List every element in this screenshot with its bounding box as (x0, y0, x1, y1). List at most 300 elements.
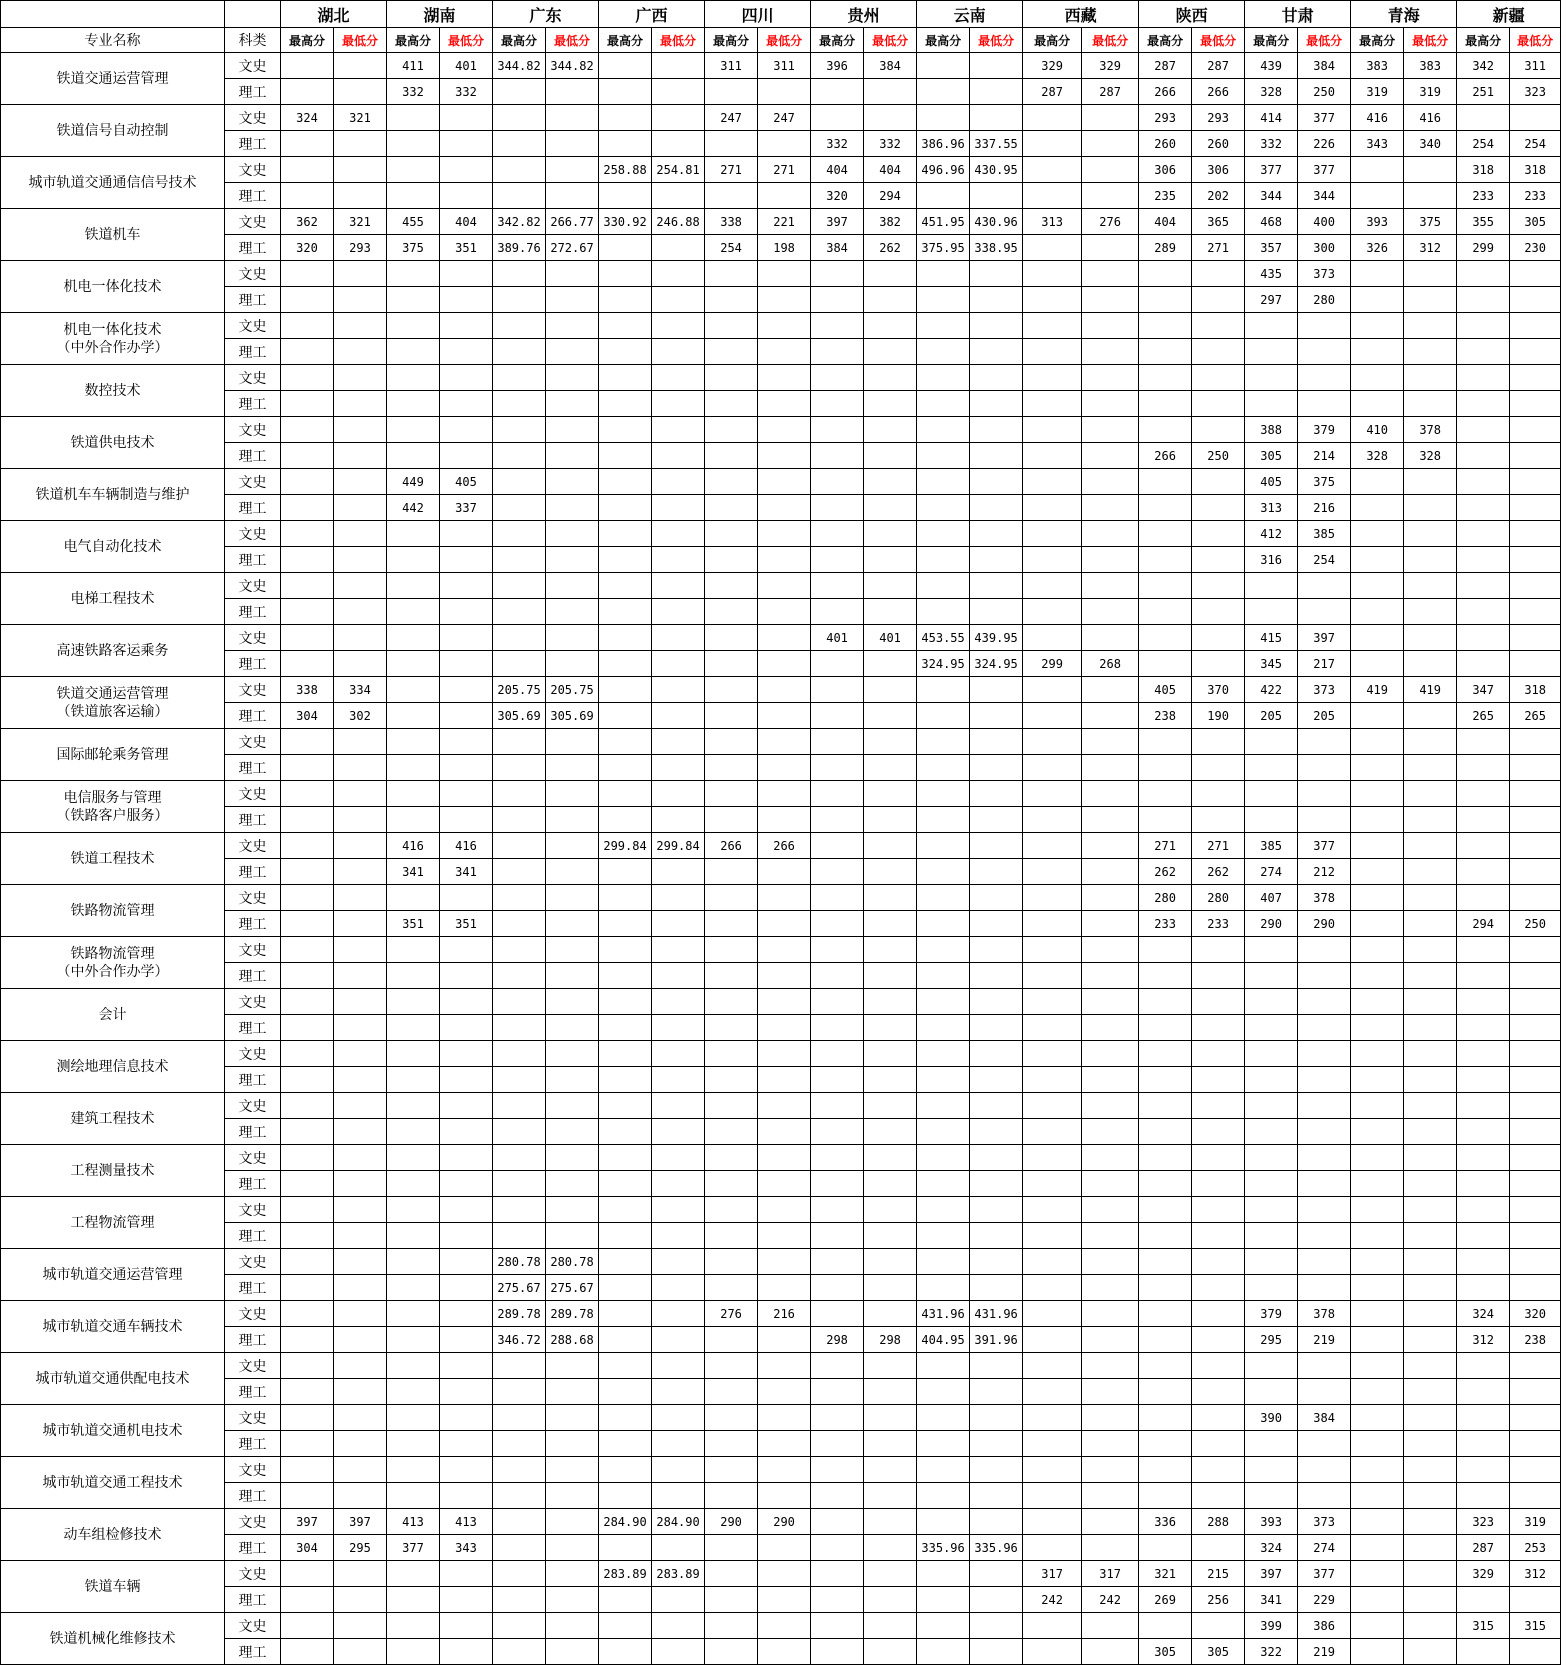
table-row (1, 1145, 1561, 1171)
min-score-cell (1510, 1457, 1561, 1483)
max-score-cell (387, 1067, 440, 1093)
max-score-cell (1351, 1197, 1404, 1223)
min-score-cell (1404, 287, 1457, 313)
min-score-cell (1510, 1015, 1561, 1041)
category-cell: 理工 (225, 547, 281, 573)
min-score-cell: 256 (1192, 1587, 1245, 1613)
min-score-cell (440, 1301, 493, 1327)
max-score-cell: 299 (1457, 235, 1510, 261)
max-score-cell (1457, 1145, 1510, 1171)
max-score-cell (387, 807, 440, 833)
category-cell: 理工 (225, 391, 281, 417)
max-score-cell: 383 (1351, 53, 1404, 79)
max-score-cell (811, 1249, 864, 1275)
header-blank-cell (225, 1, 281, 28)
max-score-cell (811, 287, 864, 313)
max-score-cell: 295 (1245, 1327, 1298, 1353)
min-score-cell: 280 (1192, 885, 1245, 911)
max-score-cell: 276 (705, 1301, 758, 1327)
table-row (1, 157, 1561, 183)
min-score-cell (1404, 963, 1457, 989)
max-score-cell (1457, 963, 1510, 989)
max-score-cell (1023, 1639, 1082, 1665)
max-score-cell (599, 937, 652, 963)
min-score-cell (546, 1171, 599, 1197)
min-score-cell (652, 1197, 705, 1223)
max-score-cell (281, 1197, 334, 1223)
min-score-cell: 287 (1192, 53, 1245, 79)
min-score-cell: 311 (1510, 53, 1561, 79)
max-score-cell (1139, 1327, 1192, 1353)
min-score-cell (1298, 1379, 1351, 1405)
max-score-cell (1023, 1483, 1082, 1509)
min-score-cell (652, 1613, 705, 1639)
min-score-cell (1192, 729, 1245, 755)
max-score-cell (281, 391, 334, 417)
max-score-cell (1457, 1639, 1510, 1665)
category-cell: 文史 (225, 573, 281, 599)
min-score-cell (864, 911, 917, 937)
min-score-cell: 290 (758, 1509, 811, 1535)
max-score-cell: 258.88 (599, 157, 652, 183)
min-score-cell (1404, 1379, 1457, 1405)
min-score-cell: 315 (1510, 1613, 1561, 1639)
min-score-cell (970, 105, 1023, 131)
min-score-cell (652, 1275, 705, 1301)
max-score-cell (811, 365, 864, 391)
min-score-cell (546, 573, 599, 599)
min-score-cell (970, 1067, 1023, 1093)
max-score-cell: 375 (387, 235, 440, 261)
table-row (1, 547, 1561, 573)
min-score-cell: 323 (1510, 79, 1561, 105)
max-score-cell (811, 859, 864, 885)
min-score-cell (970, 781, 1023, 807)
max-score-cell: 290 (705, 1509, 758, 1535)
min-score-cell (864, 703, 917, 729)
min-score-cell (864, 1561, 917, 1587)
max-score-cell: 453.55 (917, 625, 970, 651)
min-score-cell (440, 729, 493, 755)
max-score-cell (387, 599, 440, 625)
min-score-cell (652, 755, 705, 781)
max-score-cell (281, 807, 334, 833)
max-score-cell (1023, 547, 1082, 573)
max-score-cell (1023, 729, 1082, 755)
min-score-cell (334, 989, 387, 1015)
max-score-cell (493, 469, 546, 495)
min-score-cell (440, 1613, 493, 1639)
max-score-cell (1351, 339, 1404, 365)
min-score-cell (546, 599, 599, 625)
min-score-cell (334, 651, 387, 677)
max-score-cell (387, 677, 440, 703)
min-score-cell (334, 313, 387, 339)
max-score-cell (1457, 365, 1510, 391)
category-cell: 理工 (225, 1223, 281, 1249)
min-score-cell (1298, 1483, 1351, 1509)
max-score-cell: 260 (1139, 131, 1192, 157)
min-score-cell (652, 1093, 705, 1119)
min-score-cell (334, 1067, 387, 1093)
max-score-cell: 205 (1245, 703, 1298, 729)
min-score-cell (1510, 1197, 1561, 1223)
min-score-cell (758, 1431, 811, 1457)
min-score-cell (334, 391, 387, 417)
min-score-cell: 378 (1298, 885, 1351, 911)
min-score-cell (546, 1067, 599, 1093)
category-cell: 文史 (225, 469, 281, 495)
min-score-cell (440, 937, 493, 963)
min-score-cell (652, 599, 705, 625)
category-cell: 文史 (225, 365, 281, 391)
max-score-cell (281, 1223, 334, 1249)
max-score-cell (1351, 1171, 1404, 1197)
max-score-cell (1457, 521, 1510, 547)
max-score-cell (493, 1093, 546, 1119)
min-score-cell (546, 1041, 599, 1067)
max-score-cell (1023, 573, 1082, 599)
max-score-cell (1457, 1067, 1510, 1093)
min-score-cell: 280.78 (546, 1249, 599, 1275)
min-score-cell (758, 651, 811, 677)
max-score-cell (493, 417, 546, 443)
max-score-cell (599, 339, 652, 365)
max-score-cell (387, 1249, 440, 1275)
min-score-cell (1404, 573, 1457, 599)
min-score-cell: 373 (1298, 1509, 1351, 1535)
min-score-cell (1510, 755, 1561, 781)
min-score-cell (1298, 1249, 1351, 1275)
min-score-cell (970, 963, 1023, 989)
max-score-cell (493, 1613, 546, 1639)
max-score-header: 最高分 (811, 28, 864, 53)
table-row (1, 703, 1561, 729)
max-score-cell: 289.78 (493, 1301, 546, 1327)
major-name: 电信服务与管理 （铁路客户服务） (1, 781, 225, 833)
min-score-cell (970, 495, 1023, 521)
min-score-cell (1082, 1457, 1139, 1483)
category-cell: 文史 (225, 521, 281, 547)
max-score-cell (493, 729, 546, 755)
min-score-cell (546, 313, 599, 339)
max-score-cell: 496.96 (917, 157, 970, 183)
max-score-cell (917, 833, 970, 859)
max-score-cell: 375.95 (917, 235, 970, 261)
max-score-cell (1139, 339, 1192, 365)
min-score-cell (758, 443, 811, 469)
max-score-cell (281, 521, 334, 547)
min-score-cell: 318 (1510, 157, 1561, 183)
min-score-cell (440, 1197, 493, 1223)
max-score-cell (1023, 625, 1082, 651)
max-score-cell: 344 (1245, 183, 1298, 209)
max-score-cell (599, 755, 652, 781)
max-score-cell (387, 1301, 440, 1327)
max-score-cell (811, 677, 864, 703)
min-score-cell (1510, 495, 1561, 521)
min-score-cell: 377 (1298, 1561, 1351, 1587)
category-cell: 理工 (225, 755, 281, 781)
min-score-cell (864, 573, 917, 599)
max-score-cell (1245, 729, 1298, 755)
min-score-cell (546, 443, 599, 469)
max-score-cell (281, 1327, 334, 1353)
min-score-cell: 250 (1298, 79, 1351, 105)
min-score-cell (334, 131, 387, 157)
min-score-cell (758, 313, 811, 339)
max-score-cell (917, 1379, 970, 1405)
min-score-cell (652, 365, 705, 391)
min-score-cell (652, 1301, 705, 1327)
max-score-cell (917, 1223, 970, 1249)
max-score-cell: 299.84 (599, 833, 652, 859)
max-score-cell (493, 391, 546, 417)
max-score-cell (1245, 1145, 1298, 1171)
major-name: 城市轨道交通车辆技术 (1, 1301, 225, 1353)
max-score-cell (387, 1093, 440, 1119)
max-score-cell (599, 963, 652, 989)
min-score-cell (758, 937, 811, 963)
min-score-cell (1082, 1613, 1139, 1639)
category-cell: 文史 (225, 417, 281, 443)
min-score-cell (652, 963, 705, 989)
min-score-cell (1510, 313, 1561, 339)
min-score-cell (652, 287, 705, 313)
max-score-cell: 377 (387, 1535, 440, 1561)
max-score-cell: 306 (1139, 157, 1192, 183)
min-score-cell (1510, 729, 1561, 755)
min-score-cell (1082, 1119, 1139, 1145)
min-score-cell (440, 521, 493, 547)
min-score-cell (546, 469, 599, 495)
min-score-cell (1404, 1405, 1457, 1431)
min-score-cell (864, 391, 917, 417)
category-cell: 文史 (225, 1249, 281, 1275)
max-score-cell (599, 1223, 652, 1249)
max-score-cell (1245, 781, 1298, 807)
max-score-cell (1139, 937, 1192, 963)
max-score-cell: 449 (387, 469, 440, 495)
table-row (1, 235, 1561, 261)
table-row (1, 1275, 1561, 1301)
max-score-cell (599, 1041, 652, 1067)
max-score-cell (281, 1613, 334, 1639)
min-score-cell (758, 1483, 811, 1509)
min-score-cell: 262 (864, 235, 917, 261)
category-cell: 文史 (225, 313, 281, 339)
min-score-cell (1404, 651, 1457, 677)
major-name: 城市轨道交通供配电技术 (1, 1353, 225, 1405)
min-score-cell (546, 781, 599, 807)
max-score-cell (705, 1119, 758, 1145)
min-score-cell (1404, 755, 1457, 781)
max-score-cell (281, 1015, 334, 1041)
max-score-cell (599, 651, 652, 677)
max-score-cell (599, 677, 652, 703)
min-score-cell (334, 1353, 387, 1379)
min-score-cell (440, 885, 493, 911)
max-score-cell (493, 937, 546, 963)
min-score-cell: 299.84 (652, 833, 705, 859)
max-score-cell (1139, 1119, 1192, 1145)
max-score-cell: 386.96 (917, 131, 970, 157)
max-score-cell (493, 547, 546, 573)
max-score-cell (493, 157, 546, 183)
max-score-cell: 405 (1245, 469, 1298, 495)
min-score-cell (1192, 1379, 1245, 1405)
min-score-cell: 276 (1082, 209, 1139, 235)
table-row (1, 729, 1561, 755)
max-score-cell: 293 (1139, 105, 1192, 131)
max-score-cell (387, 105, 440, 131)
min-score-cell: 332 (440, 79, 493, 105)
min-score-cell (440, 625, 493, 651)
province-header-row (1, 1, 1561, 28)
max-score-cell (811, 1587, 864, 1613)
min-score-cell (864, 313, 917, 339)
max-score-cell (917, 1405, 970, 1431)
min-score-cell (440, 989, 493, 1015)
max-score-cell: 313 (1023, 209, 1082, 235)
max-score-cell (1139, 1405, 1192, 1431)
min-score-cell (334, 781, 387, 807)
min-score-cell (440, 183, 493, 209)
min-score-cell (1510, 1223, 1561, 1249)
max-score-cell (281, 1093, 334, 1119)
max-score-cell (811, 1223, 864, 1249)
min-score-cell (970, 833, 1023, 859)
max-score-cell (1351, 313, 1404, 339)
province-header: 青海 (1351, 1, 1457, 28)
min-score-cell (758, 1145, 811, 1171)
min-score-cell (440, 547, 493, 573)
max-score-cell (493, 131, 546, 157)
max-score-cell (1351, 859, 1404, 885)
min-score-cell: 344 (1298, 183, 1351, 209)
max-score-header: 最高分 (387, 28, 440, 53)
max-score-cell (1139, 1067, 1192, 1093)
min-score-cell (1192, 1613, 1245, 1639)
min-score-cell (334, 573, 387, 599)
min-score-cell (970, 79, 1023, 105)
min-score-cell (334, 1041, 387, 1067)
max-score-cell (705, 599, 758, 625)
min-score-cell (546, 131, 599, 157)
max-score-cell (1351, 547, 1404, 573)
max-score-cell: 346.72 (493, 1327, 546, 1353)
max-score-cell (1351, 1301, 1404, 1327)
max-score-cell (281, 313, 334, 339)
max-score-header: 最高分 (1245, 28, 1298, 53)
max-score-cell (917, 573, 970, 599)
max-score-cell (1457, 1171, 1510, 1197)
min-score-header: 最低分 (546, 28, 599, 53)
min-score-cell (1298, 807, 1351, 833)
max-score-cell (1245, 755, 1298, 781)
max-score-cell (811, 781, 864, 807)
max-score-cell (599, 235, 652, 261)
max-score-cell (1139, 365, 1192, 391)
min-score-cell (1404, 599, 1457, 625)
min-score-cell (1510, 625, 1561, 651)
max-score-cell (811, 1275, 864, 1301)
max-score-cell (387, 1327, 440, 1353)
max-score-cell: 401 (811, 625, 864, 651)
min-score-cell: 271 (1192, 833, 1245, 859)
max-score-cell (599, 365, 652, 391)
max-score-cell (599, 1275, 652, 1301)
max-score-cell (387, 885, 440, 911)
max-score-cell (1457, 1483, 1510, 1509)
max-score-cell: 342.82 (493, 209, 546, 235)
min-score-cell (546, 989, 599, 1015)
min-score-cell (334, 599, 387, 625)
min-score-cell (334, 469, 387, 495)
min-score-cell (334, 833, 387, 859)
min-score-cell (440, 365, 493, 391)
min-score-cell (334, 53, 387, 79)
min-score-cell (334, 1223, 387, 1249)
max-score-cell (493, 339, 546, 365)
max-score-cell (1245, 937, 1298, 963)
max-score-cell (705, 1457, 758, 1483)
province-header: 甘肃 (1245, 1, 1351, 28)
max-score-cell (1351, 1639, 1404, 1665)
max-score-cell (493, 1197, 546, 1223)
min-score-cell (1404, 781, 1457, 807)
max-score-cell (387, 183, 440, 209)
min-score-cell (652, 1041, 705, 1067)
max-score-cell (281, 1483, 334, 1509)
max-score-cell: 315 (1457, 1613, 1510, 1639)
min-score-cell (652, 495, 705, 521)
min-score-cell (334, 287, 387, 313)
max-score-cell: 329 (1457, 1561, 1510, 1587)
min-score-cell (334, 1431, 387, 1457)
min-score-cell (1192, 261, 1245, 287)
min-score-cell (970, 859, 1023, 885)
max-score-cell (705, 261, 758, 287)
max-score-cell (811, 1613, 864, 1639)
max-score-cell (387, 313, 440, 339)
min-score-cell (758, 495, 811, 521)
category-cell: 文史 (225, 1301, 281, 1327)
min-score-cell: 205 (1298, 703, 1351, 729)
max-score-cell (387, 625, 440, 651)
table-row (1, 105, 1561, 131)
max-score-cell (811, 1379, 864, 1405)
table-row (1, 1041, 1561, 1067)
table-row (1, 1327, 1561, 1353)
min-score-cell (970, 729, 1023, 755)
max-score-cell (493, 885, 546, 911)
max-score-cell (493, 1535, 546, 1561)
max-score-cell (281, 729, 334, 755)
min-score-cell (440, 1379, 493, 1405)
min-score-cell (970, 1379, 1023, 1405)
max-score-cell (1351, 1119, 1404, 1145)
max-score-cell (1139, 521, 1192, 547)
max-score-cell: 262 (1139, 859, 1192, 885)
max-score-cell (1023, 495, 1082, 521)
max-score-cell (1023, 1223, 1082, 1249)
category-cell: 文史 (225, 1457, 281, 1483)
min-score-cell (970, 1587, 1023, 1613)
max-score-cell (1139, 1535, 1192, 1561)
min-score-cell (970, 703, 1023, 729)
province-header: 广东 (493, 1, 599, 28)
